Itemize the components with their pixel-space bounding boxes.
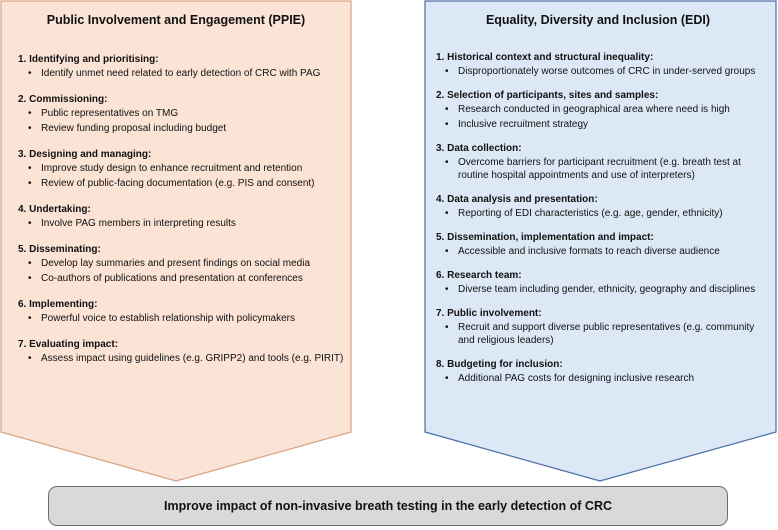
ppie-sections [18, 53, 344, 365]
edi-panel [426, 0, 776, 396]
edi-section-5 [436, 231, 770, 258]
edi-section-title: 8. Budgeting for inclusion: [436, 359, 563, 370]
edi-section-title: 4. Data analysis and presentation: [436, 194, 598, 205]
ppie-section-title: 7. Evaluating impact: [18, 339, 119, 350]
ppie-title: Public Involvement and Engagement (PPIE) [46, 13, 306, 27]
edi-bullet-item: • Reporting of EDI characteristics (e.g. age, gender, ethnicity) [436, 207, 770, 220]
edi-bullet-list [436, 283, 770, 296]
edi-section-1 [436, 51, 770, 78]
ppie-bullet-item: • Powerful voice to establish relationship with policymakers [18, 312, 344, 325]
ppie-bullet-item: • Involve PAG members in interpreting results [18, 217, 344, 230]
edi-section-6 [436, 269, 770, 296]
ppie-bullet-item: • Identify unmet need related to early detection of CRC with PAG [18, 67, 344, 80]
ppie-section-title: 1. Identifying and prioritising: [18, 54, 159, 65]
outcome-label: Improve impact of non-invasive breath testing in the early detection of CRC [164, 499, 612, 513]
edi-sections [436, 51, 770, 385]
ppie-bullet-item: • Review of public-facing documentation (e.g. PIS and consent) [18, 177, 344, 190]
edi-bullet-item: • Additional PAG costs for designing inclusive research [436, 372, 770, 385]
ppie-bullet-list [18, 217, 344, 230]
ppie-section-5 [18, 243, 344, 285]
outcome-box [48, 486, 728, 526]
ppie-bullet-item: • Assess impact using guidelines (e.g. GRIPP2) and tools (e.g. PIRIT) [18, 352, 344, 365]
ppie-bullet-list [18, 312, 344, 325]
ppie-bullet-list [18, 162, 344, 190]
ppie-bullet-item: • Review funding proposal including budget [18, 122, 344, 135]
edi-bullet-list [436, 65, 770, 78]
ppie-section-title: 4. Undertaking: [18, 204, 91, 215]
edi-bullet-item: • Inclusive recruitment strategy [436, 118, 770, 131]
ppie-bullet-list [18, 67, 344, 80]
edi-section-4 [436, 193, 770, 220]
edi-bullet-item: • Disproportionately worse outcomes of CRC in under-served groups [436, 65, 770, 78]
edi-section-3 [436, 142, 770, 182]
edi-bullet-item: • Recruit and support diverse public representatives (e.g. community and religious leaders) [436, 321, 770, 347]
edi-bullet-item: • Overcome barriers for participant recruitment (e.g. breath test at routine hospital appointments and use of interpreters) [436, 156, 770, 182]
ppie-section-4 [18, 203, 344, 230]
ppie-bullet-list [18, 107, 344, 135]
edi-section-8 [436, 358, 770, 385]
edi-bullet-list [436, 321, 770, 347]
edi-title: Equality, Diversity and Inclusion (EDI) [485, 13, 711, 27]
edi-section-title: 5. Dissemination, implementation and impact: [436, 232, 654, 243]
edi-bullet-list [436, 156, 770, 182]
edi-bullet-list [436, 245, 770, 258]
edi-section-title: 3. Data collection: [436, 143, 522, 154]
ppie-section-2 [18, 93, 344, 135]
ppie-bullet-item: • Public representatives on TMG [18, 107, 344, 120]
edi-section-title: 1. Historical context and structural inequality: [436, 52, 654, 63]
ppie-bullet-list [18, 352, 344, 365]
edi-bullet-item: • Diverse team including gender, ethnicity, geography and disciplines [436, 283, 770, 296]
edi-bullet-item: • Accessible and inclusive formats to reach diverse audience [436, 245, 770, 258]
ppie-section-title: 3. Designing and managing: [18, 149, 152, 160]
ppie-section-1 [18, 53, 344, 80]
ppie-bullet-item: • Co-authors of publications and presentation at conferences [18, 272, 344, 285]
ppie-section-title: 2. Commissioning: [18, 94, 108, 105]
ppie-section-7 [18, 338, 344, 365]
ppie-panel [0, 0, 352, 378]
edi-bullet-list [436, 103, 770, 131]
edi-bullet-list [436, 372, 770, 385]
edi-section-7 [436, 307, 770, 347]
ppie-section-3 [18, 148, 344, 190]
ppie-section-6 [18, 298, 344, 325]
edi-section-title: 2. Selection of participants, sites and samples: [436, 90, 659, 101]
edi-section-2 [436, 89, 770, 131]
ppie-section-title: 5. Disseminating: [18, 244, 101, 255]
ppie-bullet-item: • Improve study design to enhance recruitment and retention [18, 162, 344, 175]
edi-bullet-list [436, 207, 770, 220]
edi-section-title: 6. Research team: [436, 270, 522, 281]
edi-section-title: 7. Public involvement: [436, 308, 542, 319]
ppie-section-title: 6. Implementing: [18, 299, 98, 310]
ppie-bullet-list [18, 257, 344, 285]
edi-bullet-item: • Research conducted in geographical area where need is high [436, 103, 770, 116]
ppie-bullet-item: • Develop lay summaries and present findings on social media [18, 257, 344, 270]
